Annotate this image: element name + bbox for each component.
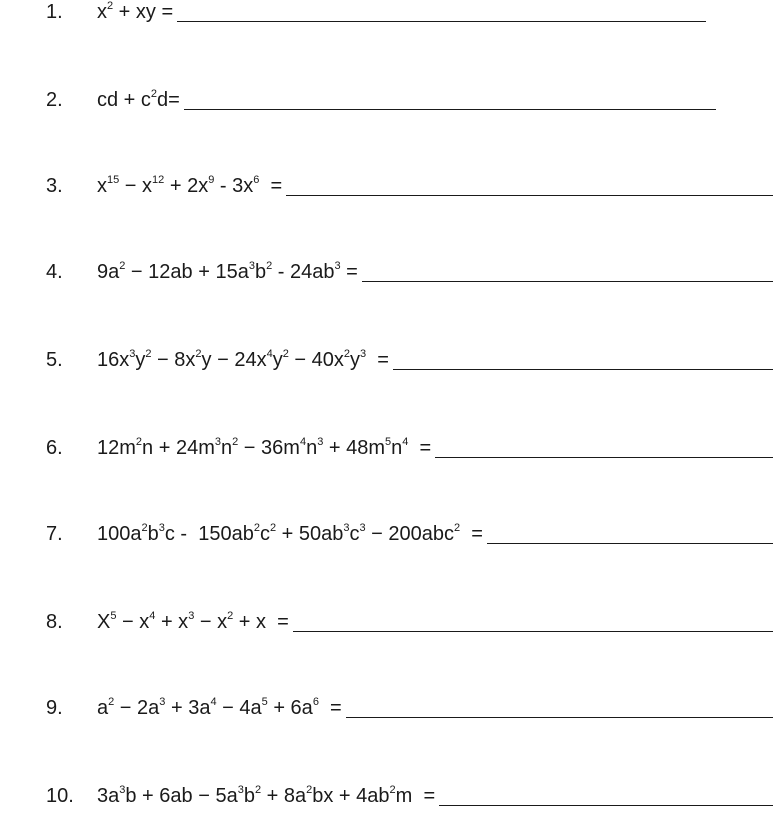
problem-expression: $100a^2b^3c - 150ab^2c^2 + 50ab^3c^3 - 200abc^2$ = xyxy=(97,522,483,545)
problem-number: 6. xyxy=(46,437,63,459)
problem-expression: $X^5 - x^4 + x^3 - x^2 + x$ = xyxy=(97,610,289,633)
problem-10 xyxy=(0,780,773,820)
answer-blank[interactable] xyxy=(439,805,773,806)
answer-blank[interactable] xyxy=(184,109,716,110)
answer-blank[interactable] xyxy=(435,457,773,458)
answer-blank[interactable] xyxy=(286,195,773,196)
problem-5 xyxy=(0,344,773,384)
problem-number: 7. xyxy=(46,523,63,545)
problem-7 xyxy=(0,518,773,558)
problem-number: 1. xyxy=(46,1,63,23)
problem-number: 3. xyxy=(46,175,63,197)
problem-number: 9. xyxy=(46,697,63,719)
problem-number: 8. xyxy=(46,611,63,633)
problem-8 xyxy=(0,606,773,646)
answer-blank[interactable] xyxy=(393,369,773,370)
problem-number: 10. xyxy=(46,785,74,807)
problem-expression: $x^{15} - x^{12} + 2x^9 - 3x^6$ = xyxy=(97,174,283,197)
problem-9 xyxy=(0,692,773,732)
problem-1 xyxy=(0,0,773,36)
answer-blank[interactable] xyxy=(293,631,773,632)
answer-blank[interactable] xyxy=(362,281,773,282)
answer-blank[interactable] xyxy=(177,21,706,22)
problem-expression: cd + $c^2d=$ xyxy=(97,88,180,111)
problem-expression: $12m^2n + 24m^3n^2 - 36m^4n^3 + 48m^5n^4$ = xyxy=(97,436,432,459)
problem-expression: $3a^3b + 6ab - 5a^3b^2 + 8a^2bx + 4ab^2m$ = xyxy=(97,784,436,807)
problem-expression: $16x^3y^2 - 8x^2y - 24x^4y^2 - 40x^2y^3$ = xyxy=(97,348,389,371)
problem-4 xyxy=(0,256,773,296)
problem-3 xyxy=(0,170,773,210)
problem-expression: $x^2$ + xy = xyxy=(97,0,174,23)
problem-expression: $9a^2 - 12ab + 15a^3b^2 - 24ab^3$ = xyxy=(97,260,358,283)
problem-expression: $a^2 - 2a^3 + 3a^4 - 4a^5 + 6a^6$ = xyxy=(97,696,342,719)
answer-blank[interactable] xyxy=(487,543,773,544)
problem-number: 4. xyxy=(46,261,63,283)
answer-blank[interactable] xyxy=(346,717,773,718)
problem-number: 2. xyxy=(46,89,63,111)
problem-2 xyxy=(0,84,773,124)
problem-6 xyxy=(0,432,773,472)
problem-number: 5. xyxy=(46,349,63,371)
